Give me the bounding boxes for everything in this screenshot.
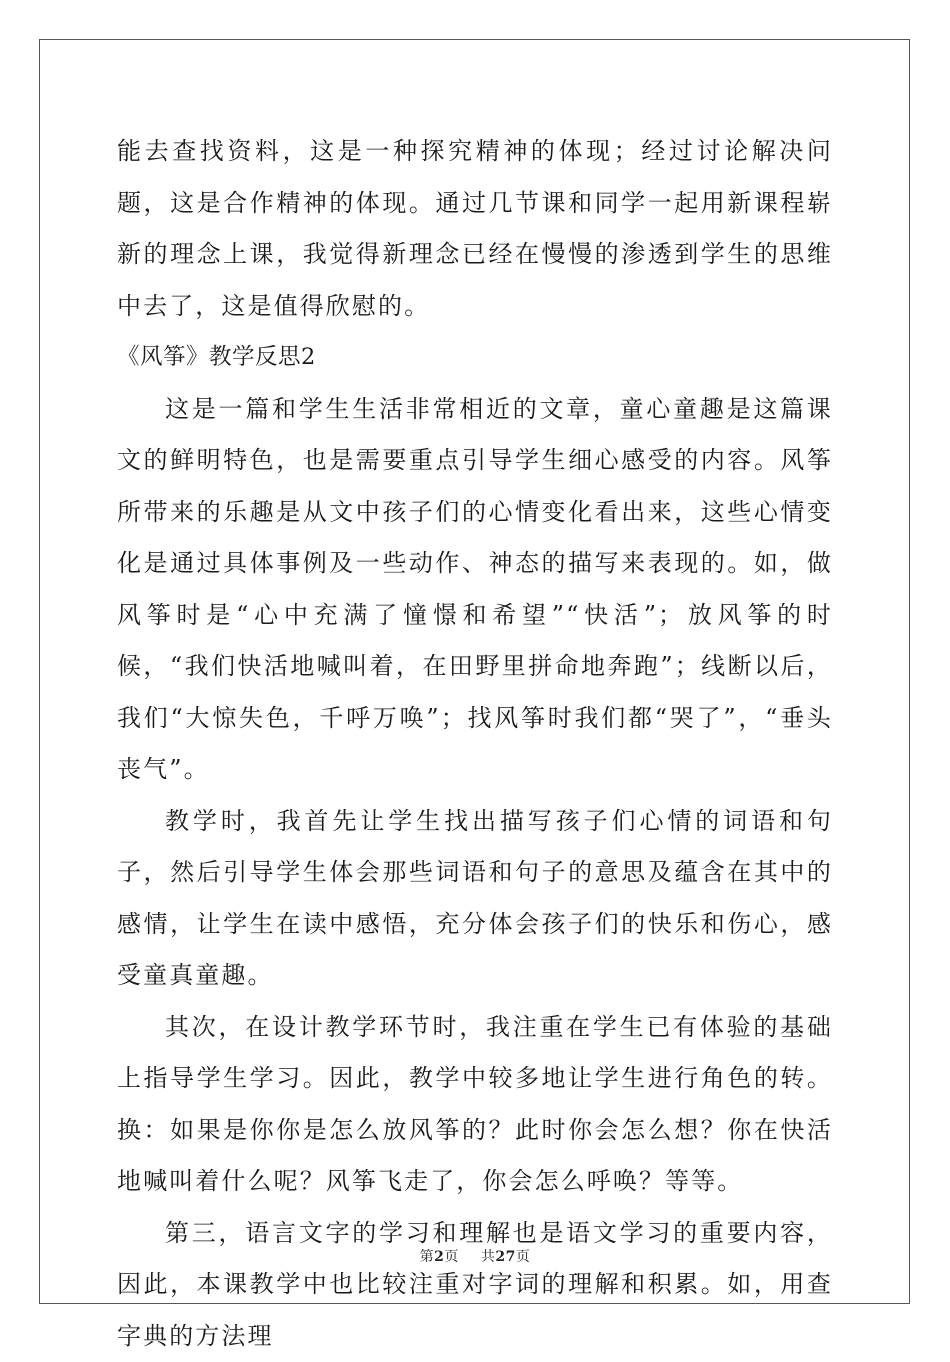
current-page-number: 2 [434,1249,444,1265]
paragraph-intro: 这是一篇和学生生活非常相近的文章，童心童趣是这篇课文的鲜明特色，也是需要重点引导学生细心感受的内容。风筝所带来的乐趣是从文中孩子们的心情变化看出来，这些心情变化是通过具体事例及一些动作、神态的描写来表现的。如，做风筝时是“心中充满了憧憬和希望”“快活”；放风筝的时候，“我们快活地喊叫着，在田野里拼命地奔跑”；线断以后，我们“大惊失色，千呼万唤”；找风筝时我们都“哭了”，“垂头丧气”。 [117,384,833,796]
page-footer [0,1246,950,1266]
total-label-suffix: 页 [516,1246,531,1266]
paragraph-second: 其次，在设计教学环节时，我注重在学生已有体验的基础上指导学生学习。因此，教学中较多地让学生进行角色的转。换：如果是你你是怎么放风筝的？此时你会怎么想？你在快活地喊叫着什么呢？风筝飞走了，你会怎么呼唤？等等。 [117,1002,833,1208]
paragraph-teaching: 教学时，我首先让学生找出描写孩子们心情的词语和句子，然后引导学生体会那些词语和句子的意思及蕴含在其中的感情，让学生在读中感悟，充分体会孩子们的快乐和伤心，感受童真童趣。 [117,796,833,1002]
total-label-prefix: 共 [481,1246,496,1266]
total-page-count: 27 [495,1249,515,1265]
section-heading: 《风筝》教学反思2 [117,332,833,384]
paragraph-third: 第三，语言文字的学习和理解也是语文学习的重要内容，因此，本课教学中也比较注重对字词的理解和积累。如，用查字典的方法理 [117,1208,833,1362]
page-label-prefix: 第 [420,1246,435,1266]
paragraph-continuation: 能去查找资料，这是一种探究精神的体现；经过讨论解决问题，这是合作精神的体现。通过几节课和同学一起用新课程崭新的理念上课，我觉得新理念已经在慢慢的渗透到学生的思维中去了，这是值得欣慰的。 [117,126,833,332]
page-label-suffix: 页 [444,1246,459,1266]
document-body [117,126,833,1362]
